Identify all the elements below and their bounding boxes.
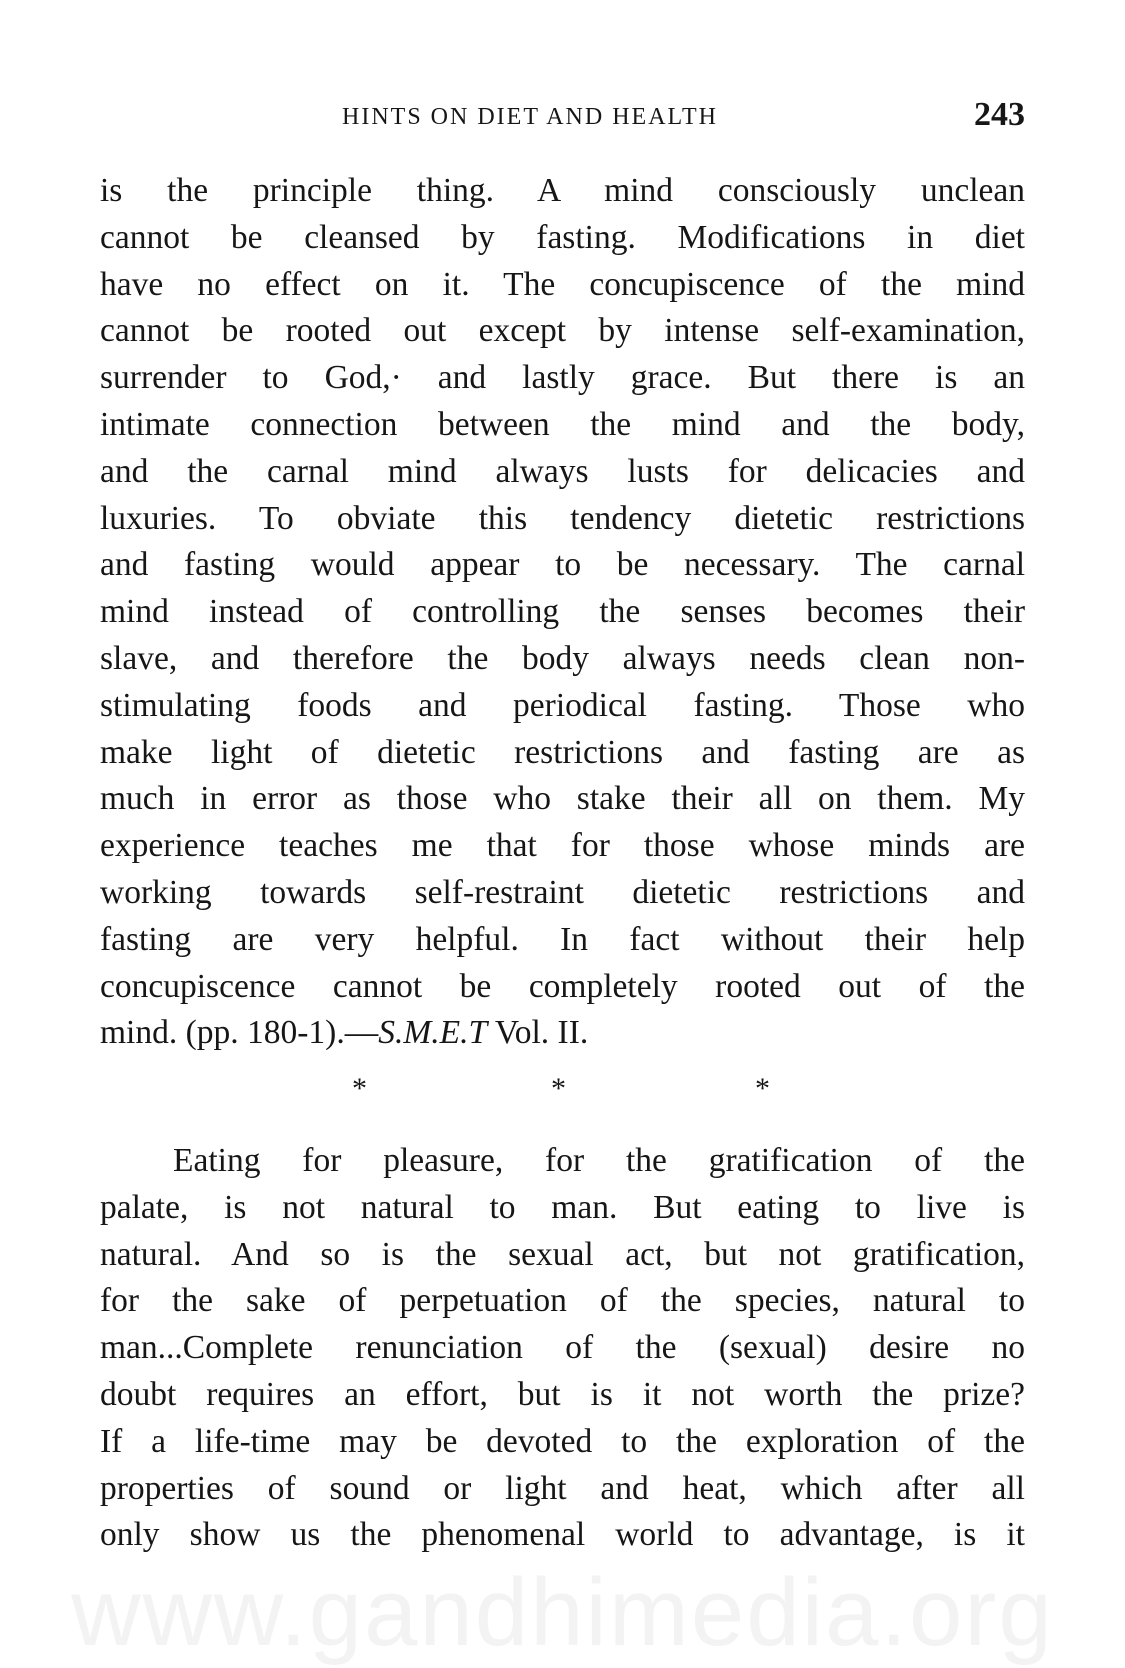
citation-title: S.M.E.T (378, 1014, 488, 1052)
text-line: and fasting would appear to be necessary. The carnal (100, 546, 1025, 584)
text-line: mind instead of controlling the senses becomes their (100, 593, 1025, 631)
separator-star: * (352, 1072, 367, 1105)
line-text: mind. (pp. 180-1).— (100, 1014, 379, 1052)
text-line: much in error as those who stake their all on them. My (100, 780, 1025, 818)
text-line: only show us the phenomenal world to advantage, is it (100, 1516, 1025, 1554)
text-line: make light of dietetic restrictions and fasting are as (100, 733, 1025, 771)
text-line: man...Complete renunciation of the (sexual) desire no (100, 1329, 1025, 1367)
text-line: working towards self-restraint dietetic restrictions and (100, 873, 1025, 911)
text-line: luxuries. To obviate this tendency dietetic restrictions (100, 499, 1025, 537)
text-line: cannot be cleansed by fasting. Modifications in diet (100, 218, 1025, 256)
text-line: for the sake of perpetuation of the species, natural to (100, 1282, 1025, 1320)
paragraph-1 (100, 168, 1025, 1057)
text-line-last (100, 1010, 1025, 1057)
citation-volume: Vol. II. (487, 1014, 589, 1052)
text-line: natural. And so is the sexual act, but not gratification, (100, 1235, 1025, 1273)
text-line: stimulating foods and periodical fasting. Those who (100, 686, 1025, 724)
paragraph-2 (100, 1138, 1025, 1559)
separator-star: * (755, 1072, 770, 1105)
text-line: doubt requires an effort, but is it not worth the prize? (100, 1375, 1025, 1413)
text-line: concupiscence cannot be completely rooted out of the (100, 967, 1025, 1005)
text-line: surrender to God,· and lastly grace. But there is an (100, 359, 1025, 397)
text-line: is the principle thing. A mind consciously unclean (100, 172, 1025, 209)
text-line: and the carnal mind always lusts for delicacies and (100, 452, 1025, 490)
page-number: 243 (974, 96, 1025, 133)
text-line: intimate connection between the mind and the body, (100, 405, 1025, 443)
separator-star: * (551, 1072, 566, 1105)
running-head (100, 96, 1025, 136)
text-line: fasting are very helpful. In fact without their help (100, 920, 1025, 958)
text-line: have no effect on it. The concupiscence of the mind (100, 265, 1025, 303)
text-line: Eating for pleasure, for the gratification of the (173, 1142, 1025, 1179)
text-line: slave, and therefore the body always needs clean non- (100, 639, 1025, 677)
text-line: properties of sound or light and heat, which after all (100, 1469, 1025, 1507)
text-line: If a life-time may be devoted to the exploration of the (100, 1422, 1025, 1460)
text-line: cannot be rooted out except by intense self-examination, (100, 312, 1025, 350)
section-separator (0, 1072, 1125, 1112)
text-line: palate, is not natural to man. But eating to live is (100, 1188, 1025, 1226)
text-line: experience teaches me that for those whose minds are (100, 827, 1025, 865)
running-title: HINTS ON DIET AND HEALTH (342, 104, 718, 130)
watermark: www.gandhimedia.org (71, 1559, 1054, 1666)
